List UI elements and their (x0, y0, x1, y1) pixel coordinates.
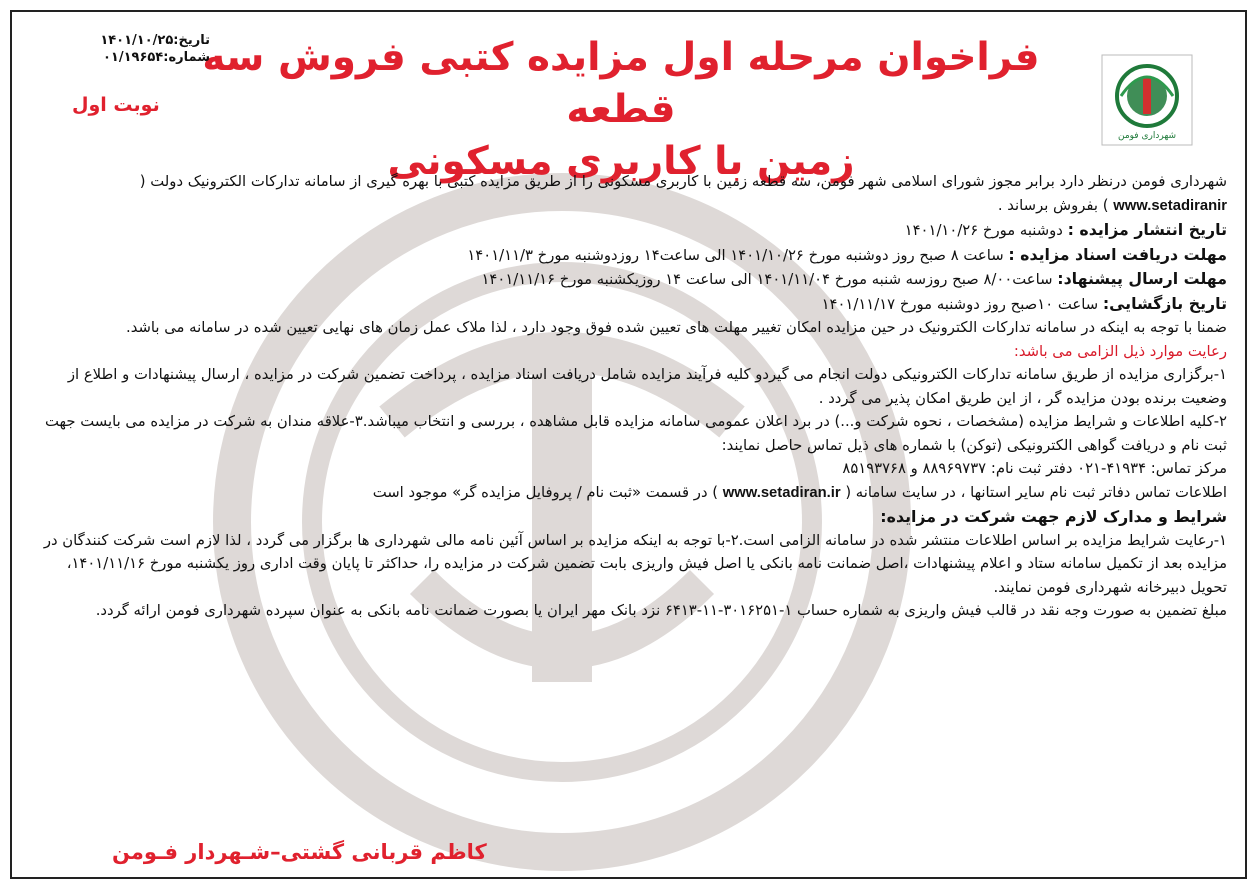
publish-label: تاریخ انتشار مزایده : (1067, 220, 1227, 239)
rules-heading: رعایت موارد ذیل الزامی می باشد: (1013, 342, 1227, 360)
guarantee-paragraph: مبلغ تضمین به صورت وجه نقد در قالب فیش واریزی به شماره حساب ۱-۳۰۱۶۲۵۱-۱۱-۶۴۱۳ نزد بانک مهر ایران یا بصورت ضمانت نامه بانکی به عنوان سپرده شهرداری فومن ارائه گردد. (95, 602, 1227, 619)
svg-text:شهرداری فومن: شهرداری فومن (1117, 131, 1177, 141)
announcement-frame (10, 10, 1247, 879)
offices-url: www.setadiran.ir (722, 484, 841, 501)
contact-line: مرکز تماس: ۴۱۹۳۴-۰۲۱ دفتر ثبت نام: ۸۸۹۶۹۷۳۷ و ۸۵۱۹۳۷۶۸ (842, 460, 1227, 477)
intro-url: www.setadiranir (1113, 197, 1227, 214)
announcement-title (177, 32, 1065, 188)
rule-1: ۱-برگزاری مزایده از طریق سامانه تدارکات الکترونیکی دولت انجام می گیردو کلیه فرآیند مزایده شامل دریافت اسناد مزایده ، پرداخت تضمین شرکت در مزایده ، ارسال پیشنهادات و اطلاع از وضعیت برنده بودن مزایده گر ، از این طریق امکان پذیر می گردد . (67, 366, 1227, 407)
conditions-heading: شرایط و مدارک لازم جهت شرکت در مزایده: (880, 507, 1227, 526)
note-paragraph: ضمنا با توجه به اینکه در سامانه تدارکات الکترونیک در حین مزایده امکان تغییر مهلت های تعیین شده فوق وجود دارد ، لذا ملاک عمل زمان های نهایی تعیین شده در سامانه می باشد. (126, 319, 1227, 336)
municipality-logo-icon (1101, 54, 1193, 146)
rule-2: ۲-کلیه اطلاعات و شرایط مزایده (مشخصات ، نحوه شرکت و...) در برد اعلان عمومی سامانه مزایده قابل مشاهده ، بررسی و انتخاب میباشد.۳-علاقه مندان به شرکت در مزایده می بایست جهت ثبت نام و دریافت گواهی الکترونیکی (توکن) با شماره های ذیل تماس حاصل نمایند: (45, 413, 1227, 454)
publish-value: دوشنبه مورخ ۱۴۰۱/۱۰/۲۶ (904, 222, 1063, 239)
offices-post: ) در قسمت «ثبت نام / پروفایل مزایده گر» موجود است (372, 483, 719, 501)
round-label: نوبت اول (72, 94, 160, 116)
letter-number: شماره:۰۱/۱۹۶۵۴ (102, 50, 210, 65)
letter-date: تاریخ:۱۴۰۱/۱۰/۲۵ (100, 33, 210, 48)
opening-date-line (30, 292, 1227, 317)
signature: کاظم قربانی گشتی–شـهردار فـومن (112, 840, 487, 864)
documents-value: ساعت ۸ صبح روز دوشنبه مورخ ۱۴۰۱/۱۰/۲۶ الی ساعت۱۴ روزدوشنبه مورخ ۱۴۰۱/۱۱/۳ (467, 246, 1004, 264)
offices-line (30, 481, 1227, 506)
intro-text: شهرداری فومن درنظر دارد برابر مجوز شورای اسلامی شهر فومن، سه قطعه زمین با کاربری مسکونی را از طریق مزایده کتبی با بهره گیری از سامانه تدارکات الکترونیک دولت ( (139, 173, 1227, 190)
title-line-1: فراخوان مرحله اول مزایده کتبی فروش سه قطعه (202, 35, 1040, 132)
condition-1: ۱-رعایت شرایط مزایده بر اساس اطلاعات منتشر شده در سامانه الزامی است.۲-با توجه به اینکه مزایده بر اساس آئین نامه مالی شهرداری ها برگزار می گردد ، لذا لازم است شرکت کنندگان در مزایده بعد از تکمیل سامانه ستاد و اعلام پیشنهادات ،اصل ضمانت نامه بانکی یا اصل فیش واریزی بابت تضمین شرکت در مزایده را، حداکثر تا پایان وقت اداری روز یکشنبه مورخ ۱۴۰۱/۱۱/۱۶، تحویل دبیرخانه شهرداری فومن نمایند. (43, 531, 1227, 596)
offices-pre: اطلاعات تماس دفاتر ثبت نام سایر استانها ، در سایت سامانه ( (845, 483, 1227, 501)
documents-deadline-line (30, 243, 1227, 268)
bids-label: مهلت ارسال پیشنهاد: (1057, 269, 1227, 288)
title-line-2: زمین با کاربری مسکونی (387, 139, 855, 184)
publish-date-line (30, 218, 1227, 243)
letter-meta (30, 32, 210, 66)
bids-deadline-line (30, 267, 1227, 292)
documents-label: مهلت دریافت اسناد مزایده : (1008, 244, 1227, 264)
announcement-body (30, 170, 1227, 623)
intro-end: ) بفروش برساند . (997, 196, 1109, 214)
opening-value: ساعت ۱۰صبح روز دوشنبه مورخ ۱۴۰۱/۱۱/۱۷ (821, 295, 1099, 313)
intro-paragraph (30, 170, 1227, 218)
bids-value: ساعت۸/۰۰ صبح روزسه شنبه مورخ ۱۴۰۱/۱۱/۰۴ الی ساعت ۱۴ روزیکشنبه مورخ ۱۴۰۱/۱۱/۱۶ (481, 271, 1053, 288)
opening-label: تاریخ بازگشایی: (1102, 293, 1227, 313)
